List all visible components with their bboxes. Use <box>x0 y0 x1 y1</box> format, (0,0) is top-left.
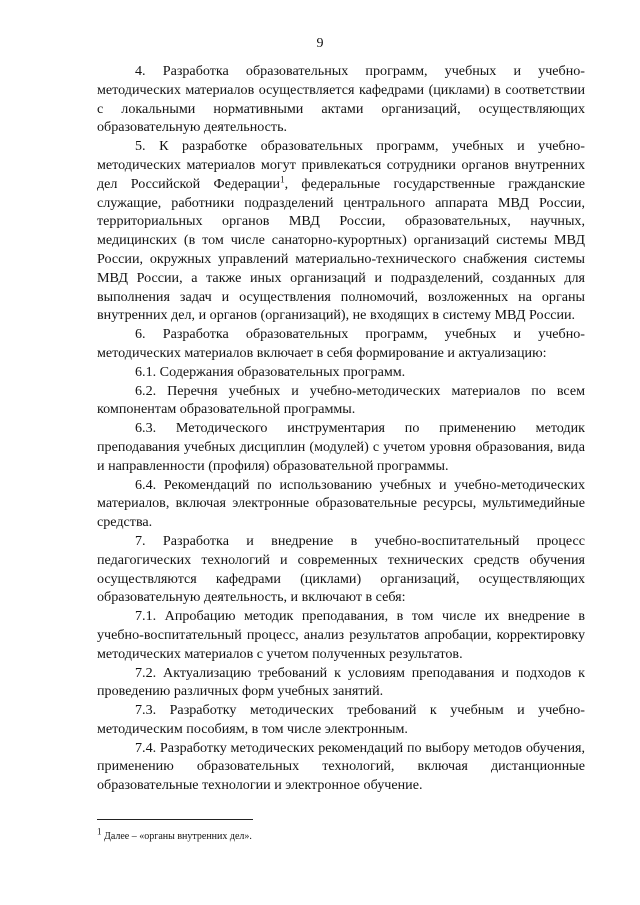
footnote-divider <box>97 819 253 820</box>
paragraph-5-text-end: , федеральные государственные гражданские служащие, работники подразделений центрального аппарата МВД России, территориальных органов МВД России, образовательных, научных, медицинских (в том числе санаторно-курортных) организаций системы МВД России, окружных управлений материально-технического снабжения системы МВД России, а также иных организаций и подразделений, созданных для выполнения задач и осуществления полномочий, возложенных на органы внутренних дел, и органов (организаций), не входящих в систему МВД России. <box>97 175 585 324</box>
footnote-mark: 1 <box>97 826 102 837</box>
paragraph-5-text-start: 5. К разработке образовательных программ, учебных и учебно-методических материалов могут привлекаться сотрудники органов внутренних дел Российской Федерации <box>97 138 585 192</box>
paragraph-7-3: 7.3. Разработку методических требований к учебным и учебно-методическим пособиям, в том числе электронным. <box>97 702 585 737</box>
paragraph-7-1: 7.1. Апробацию методик преподавания, в том числе их внедрение в учебно-воспитательный процесс, анализ результатов апробации, корректировку методических материалов с учетом полученных результатов. <box>97 608 585 662</box>
page-number: 9 <box>316 36 324 51</box>
footnote-text: Далее – «органы внутренних дел». <box>101 831 252 842</box>
paragraph-6-2: 6.2. Перечня учебных и учебно-методических материалов по всем компонентам образовательной программы. <box>97 382 585 418</box>
paragraph-7-2: 7.2. Актуализацию требований к условиям преподавания и подходов к проведению различных форм учебных занятий. <box>97 664 585 700</box>
paragraph-6-3: 6.3. Методического инструментария по применению методик преподавания учебных дисциплин (модулей) с учетом уровня образования, вида и направленности (профиля) образовательной программы. <box>97 420 585 474</box>
paragraph-7-4: 7.4. Разработку методических рекомендаций по выбору методов обучения, применению образовательных технологий, включая дистанционные образовательные технологии и электронное обучение. <box>97 739 585 794</box>
paragraph-6-4: 6.4. Рекомендаций по использованию учебных и учебно-методических материалов, включая электронные образовательные ресурсы, мультимедийные средства. <box>97 476 585 531</box>
paragraph-6-1: 6.1. Содержания образовательных программ. <box>135 363 406 380</box>
document-body <box>97 62 585 795</box>
footnote <box>97 826 585 843</box>
footnote-reference[interactable]: 1 <box>280 174 285 185</box>
paragraph-4: 4. Разработка образовательных программ, учебных и учебно-методических материалов осуществляется кафедрами (циклами) в соответствии с локальными нормативными актами организаций, осуществляющих образовательную деятельность. <box>97 63 585 136</box>
paragraph-5 <box>97 137 585 325</box>
paragraph-6: 6. Разработка образовательных программ, учебных и учебно-методических материалов включает в себя формирование и актуализацию: <box>97 326 585 361</box>
paragraph-7: 7. Разработка и внедрение в учебно-воспитательный процесс педагогических технологий и современных технических средств обучения осуществляются кафедрами (циклами) организаций, осуществляющих образовательную деятельность, и включают в себя: <box>97 532 585 606</box>
